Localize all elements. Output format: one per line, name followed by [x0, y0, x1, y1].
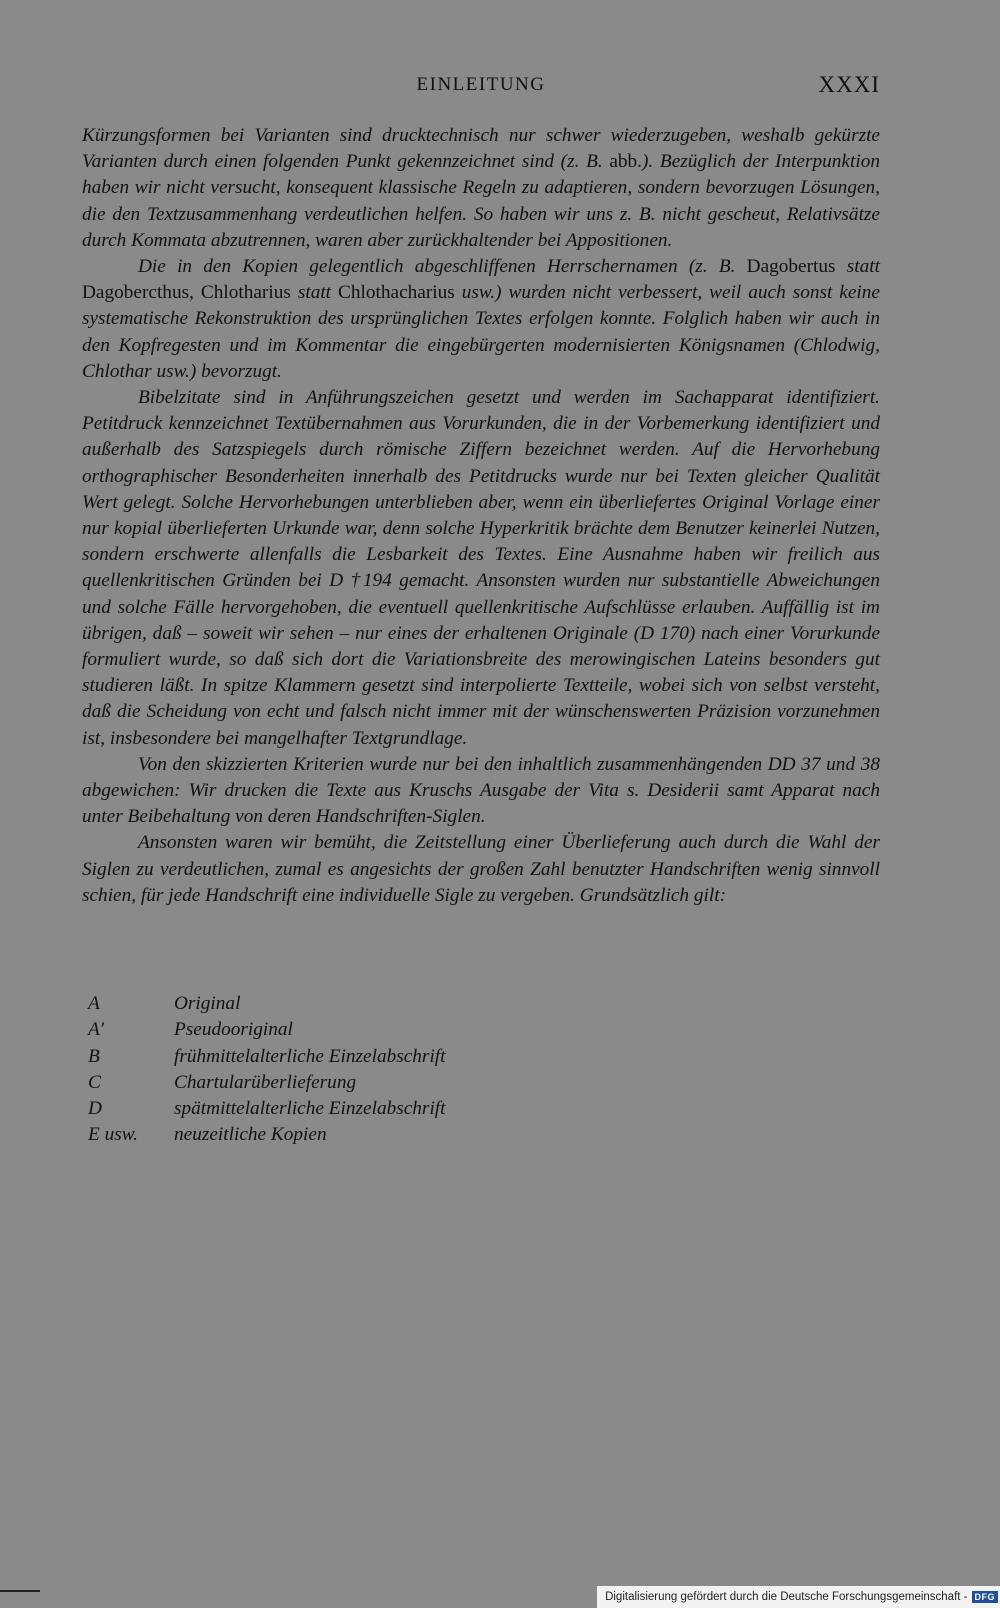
- sigle-row: [88, 1017, 446, 1043]
- roman-term: Chlothacharius: [338, 282, 455, 304]
- sigle-value: Original: [174, 993, 241, 1014]
- sigle-row: [88, 1044, 446, 1070]
- running-head: EINLEITUNG: [416, 74, 546, 95]
- sigle-key: E usw.: [88, 1124, 138, 1146]
- body-text: [82, 123, 880, 909]
- dfg-logo: DFG: [972, 1591, 999, 1603]
- sigle-row: [88, 991, 446, 1017]
- sigle-key: A': [88, 1019, 104, 1041]
- sigle-row: [88, 1122, 446, 1148]
- sigle-row: [88, 1070, 446, 1096]
- sigle-value: neuzeitliche Kopien: [174, 1124, 327, 1146]
- sigle-value: Pseudooriginal: [174, 1019, 293, 1041]
- sigle-key: B: [88, 1045, 100, 1067]
- paragraph-5: Ansonsten waren wir bemüht, die Zeitstellung einer Überlieferung auch durch die Wahl der Siglen zu verdeutlichen, zumal es angesichts der großen Zahl benutzter Handschriften wenig sinnvoll schien, für jede Handschrift eine individuelle Sigle zu vergeben. Grundsätzlich gilt:: [82, 832, 880, 906]
- paragraph-4: Von den skizzierten Kriterien wurde nur bei den inhaltlich zusammenhängenden DD 37 und 38 abgewichen: Wir drucken die Texte aus Kruschs Ausgabe der Vita s. Desiderii samt Apparat nach unter Beibehaltung von deren Handschriften-Siglen.: [82, 753, 880, 828]
- sigle-key: D: [88, 1098, 102, 1120]
- paragraph-2: Die in den Kopien gelegentlich abgeschliffenen Herrschernamen (z. B. Dagobertus statt Dagobercthus, Chlotharius statt Chlothacharius usw.) wurden nicht verbessert, weil auch sonst keine systematische Rekonstruktion des ursprünglichen Textes erfolgen konnte. Folglich haben wir auch in den Kopfregesten und im Kommentar die eingebürgerten modernisierten Königsnamen (Chlodwig, Chlothar usw.) bevorzugt.: [82, 256, 880, 382]
- paragraph-3: Bibelzitate sind in Anführungszeichen gesetzt und werden im Sachapparat identifiziert. Petitdruck kennzeichnet Textübernahmen aus Vorurkunden, die in der Vorbemerkung identifiziert und außerhalb des Satzspiegels durch römische Ziffern bezeichnet werden. Auf die Hervorhebung orthographischer Besonderheiten innerhalb des Petitdrucks wurde nur bei Texten gleicher Qualität Wert gelegt. Solche Hervorhebungen unterblieben aber, wenn ein überliefertes Original Vorlage einer nur kopial überlieferten Urkunde war, denn solche Hyperkritik brächte dem Benutzer keinerlei Nutzen, sondern erschwerte allenfalls die Lesbarkeit des Textes. Eine Ausnahme haben wir freilich aus quellenkritischen Gründen bei D †194 gemacht. Ansonsten wurden nur substantielle Abweichungen und solche Fälle hervorgehoben, die eventuell quellenkritische Aufschlüsse erlauben. Auffällig ist im übrigen, daß – soweit wir sehen – nur eines der erhaltenen Originale (D 170) nach einer Vorurkunde formuliert wurde, so daß sich dort die Variationsbreite des merowingischen Lateins besonders gut studieren läßt. In spitze Klammern gesetzt sind interpolierte Textteile, wobei sich von selbst versteht, daß die Scheidung von echt und falsch nicht immer mit der wünschenswerten Präzision vorzunehmen ist, insbesondere bei mangelhafter Textgrundlage.: [82, 387, 880, 749]
- sigle-value: Chartularüberlieferung: [174, 1071, 357, 1093]
- sigle-value: frühmittelalterliche Einzelabschrift: [174, 1045, 446, 1067]
- scan-edge-mark: [0, 1590, 40, 1592]
- sigle-key: C: [88, 1071, 101, 1093]
- siglen-list: [88, 991, 446, 1149]
- sigle-row: [88, 1096, 446, 1122]
- roman-term: Chlotharius: [200, 282, 291, 304]
- roman-term: Dagobertus: [746, 256, 836, 278]
- roman-term: Dagobercthus,: [82, 282, 194, 304]
- digitization-footer: [597, 1586, 1000, 1608]
- roman-term: abb.: [609, 151, 643, 173]
- sigle-value: spätmittelalterliche Einzelabschrift: [174, 1098, 446, 1120]
- page-number: XXXI: [818, 72, 880, 97]
- sigle-key: A: [88, 993, 100, 1014]
- paragraph-1: Kürzungsformen bei Varianten sind drucktechnisch nur schwer wiederzugeben, weshalb gekürzte Varianten durch einen folgenden Punkt gekennzeichnet sind (z. B. abb.). Bezüglich der Interpunktion haben wir nicht versucht, konsequent klassische Regeln zu adaptieren, sondern bevorzugen Lösungen, die den Textzusammenhang verdeutlichen helfen. So haben wir uns z. B. nicht gescheut, Relativsätze durch Kommata abzutrennen, waren aber zurückhaltender bei Appositionen.: [82, 125, 880, 251]
- page-header: [82, 74, 880, 104]
- footer-text: Digitalisierung gefördert durch die Deutsche Forschungsgemeinschaft -: [605, 1591, 968, 1603]
